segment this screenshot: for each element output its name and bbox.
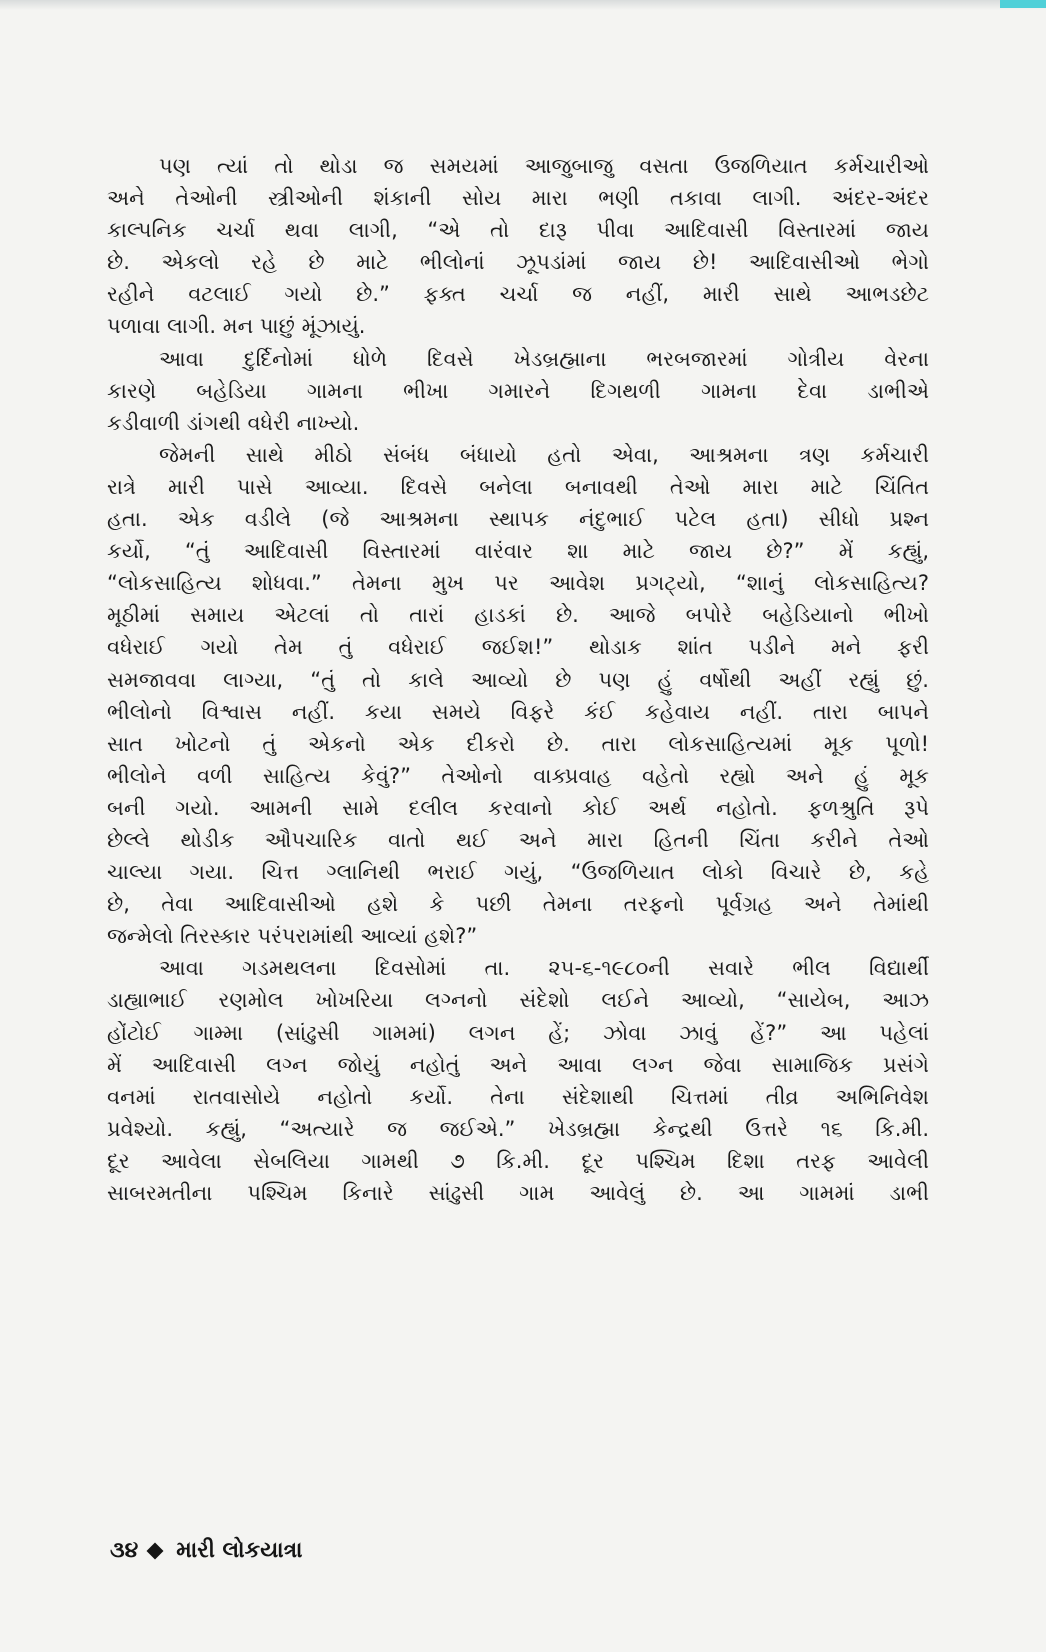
- text-line: પ્રવેશ્યો. કહ્યું, “અત્યારે જ જઈએ.” ખેડબ્રહ્મા કેન્દ્રથી ઉત્તરે ૧૬ કિ.મી.: [107, 1116, 929, 1141]
- text-line: સાત ખોટનો તું એકનો એક દીકરો છે. તારા લોકસાહિત્યમાં મૂક પૂળો!: [107, 731, 929, 756]
- text-line: ભીલોનો વિશ્વાસ નહીં. કયા સમયે વિફરે કંઈ કહેવાય નહીં. તારા બાપને: [107, 699, 929, 724]
- text-line: સાબરમતીના પશ્ચિમ કિનારે સાંઢુસી ગામ આવેલું છે. આ ગામમાં ડાભી: [107, 1181, 929, 1205]
- text-line: દૂર આવેલા સેબલિયા ગામથી ૭ કિ.મી. દૂર પશ્ચિમ દિશા તરફ આવેલી: [107, 1148, 929, 1173]
- text-line: રાત્રે મારી પાસે આવ્યા. દિવસે બનેલા બનાવથી તેઓ મારા માટે ચિંતિત: [107, 474, 929, 499]
- text-line: ચાલ્યા ગયા. ચિત્ત ગ્લાનિથી ભરાઈ ગયું, “ઉજળિયાત લોકો વિચારે છે, કહે: [107, 860, 929, 885]
- text-line: મૂઠીમાં સમાય એટલાં તો તારાં હાડકાં છે. આજે બપોરે બહેડિયાનો ભીખો: [107, 603, 929, 628]
- text-line: જન્મેલો તિરસ્કાર પરંપરામાંથી આવ્યાં હશે?”: [107, 924, 478, 949]
- paragraph-1: [107, 150, 929, 343]
- text-line: હોંટોઈ ગામ્મા (સાંઢુસી ગામમાં) લગન હેં; ઝોવા ઝાવું હેં?” આ પહેલાં: [107, 1020, 929, 1045]
- paragraph-3: [107, 439, 929, 953]
- text-line: છેલ્લે થોડીક ઔપચારિક વાતો થઈ અને મારા હિતની ચિંતા કરીને તેઓ: [107, 827, 929, 852]
- page-top-edge: [0, 0, 1046, 10]
- text-line: પળાવા લાગી. મન પાછું મૂંઝાયું.: [107, 314, 366, 339]
- text-line: ડાહ્યાભાઈ રણમોલ ખોખરિયા લગ્નનો સંદેશો લઈને આવ્યો, “સાયેબ, આઝ: [107, 988, 929, 1013]
- text-line: મેં આદિવાસી લગ્ન જોયું નહોતું અને આવા લગ્ન જેવા સામાજિક પ્રસંગે: [107, 1052, 929, 1077]
- text-line: પણ ત્યાં તો થોડા જ સમયમાં આજુબાજુ વસતા ઉજળિયાત કર્મચારીઓ: [159, 154, 929, 178]
- text-line: ભીલોને વળી સાહિત્ય કેવું?” તેઓનો વાક્પ્રવાહ વહેતો રહ્યો અને હું મૂક: [107, 763, 929, 788]
- page-number: ૩૪: [110, 1538, 139, 1563]
- text-line: વધેરાઈ ગયો તેમ તું વધેરાઈ જઈશ!” થોડાક શાંત પડીને મને ફરી: [107, 635, 929, 660]
- text-line: કારણે બહેડિયા ગામના ભીખા ગમારને દિગથળી ગામના દેવા ડાભીએ: [107, 378, 929, 403]
- text-line: બની ગયો. આમની સામે દલીલ કરવાનો કોઈ અર્થ નહોતો. ફળશ્રુતિ રૂપે: [107, 795, 929, 820]
- body-text: [107, 150, 929, 1209]
- text-line: જેમની સાથે મીઠો સંબંધ બંધાયો હતો એવા, આશ્રમના ત્રણ કર્મચારી: [159, 442, 929, 467]
- text-line: કર્યો, “તું આદિવાસી વિસ્તારમાં વારંવાર શા માટે જાય છે?” મેં કહ્યું,: [107, 539, 929, 564]
- text-line: આવા દુર્દિનોમાં ધોળે દિવસે ખેડબ્રહ્માના ભરબજારમાં ગોત્રીય વેરના: [159, 346, 929, 371]
- text-line: કાલ્પનિક ચર્ચા થવા લાગી, “એ તો દારૂ પીવા આદિવાસી વિસ્તારમાં જાય: [107, 218, 929, 243]
- text-line: હતા. એક વડીલે (જે આશ્રમના સ્થાપક નંદુભાઈ પટેલ હતા) સીધો પ્રશ્ન: [107, 507, 929, 532]
- paragraph-2: [107, 343, 929, 439]
- text-line: છે. એકલો રહે છે માટે ભીલોનાં ઝૂપડાંમાં જાય છે! આદિવાસીઓ ભેગો: [107, 250, 929, 275]
- page-footer: [110, 1538, 303, 1563]
- corner-color-tab: [1000, 0, 1046, 8]
- diamond-icon: [147, 1542, 164, 1559]
- text-line: અને તેઓની સ્ત્રીઓની શંકાની સોય મારા ભણી તકાવા લાગી. અંદર-અંદર: [107, 186, 929, 211]
- text-line: છે, તેવા આદિવાસીઓ હશે કે પછી તેમના તરફનો પૂર્વગ્રહ અને તેમાંથી: [107, 892, 929, 917]
- text-line: કડીવાળી ડાંગથી વધેરી નાખ્યો.: [107, 410, 360, 435]
- text-line: “લોકસાહિત્ય શોધવા.” તેમના મુખ પર આવેશ પ્રગટ્યો, “શાનું લોકસાહિત્ય?: [107, 571, 929, 596]
- text-line: સમજાવવા લાગ્યા, “તું તો કાલે આવ્યો છે પણ હું વર્ષોથી અહીં રહ્યું છું.: [107, 667, 929, 692]
- text-line: વનમાં રાતવાસોયે નહોતો કર્યો. તેના સંદેશાથી ચિત્તમાં તીવ્ર અભિનિવેશ: [107, 1084, 929, 1109]
- paragraph-4: [107, 952, 929, 1209]
- text-line: આવા ગડમથલના દિવસોમાં તા. ૨૫-૬-૧૯૮૦ની સવારે ભીલ વિદ્યાર્થી: [159, 956, 929, 981]
- text-line: રહીને વટલાઈ ગયો છે.” ફક્ત ચર્ચા જ નહીં, મારી સાથે આભડછેટ: [107, 282, 929, 307]
- book-title: મારી લોકયાત્રા: [176, 1538, 303, 1563]
